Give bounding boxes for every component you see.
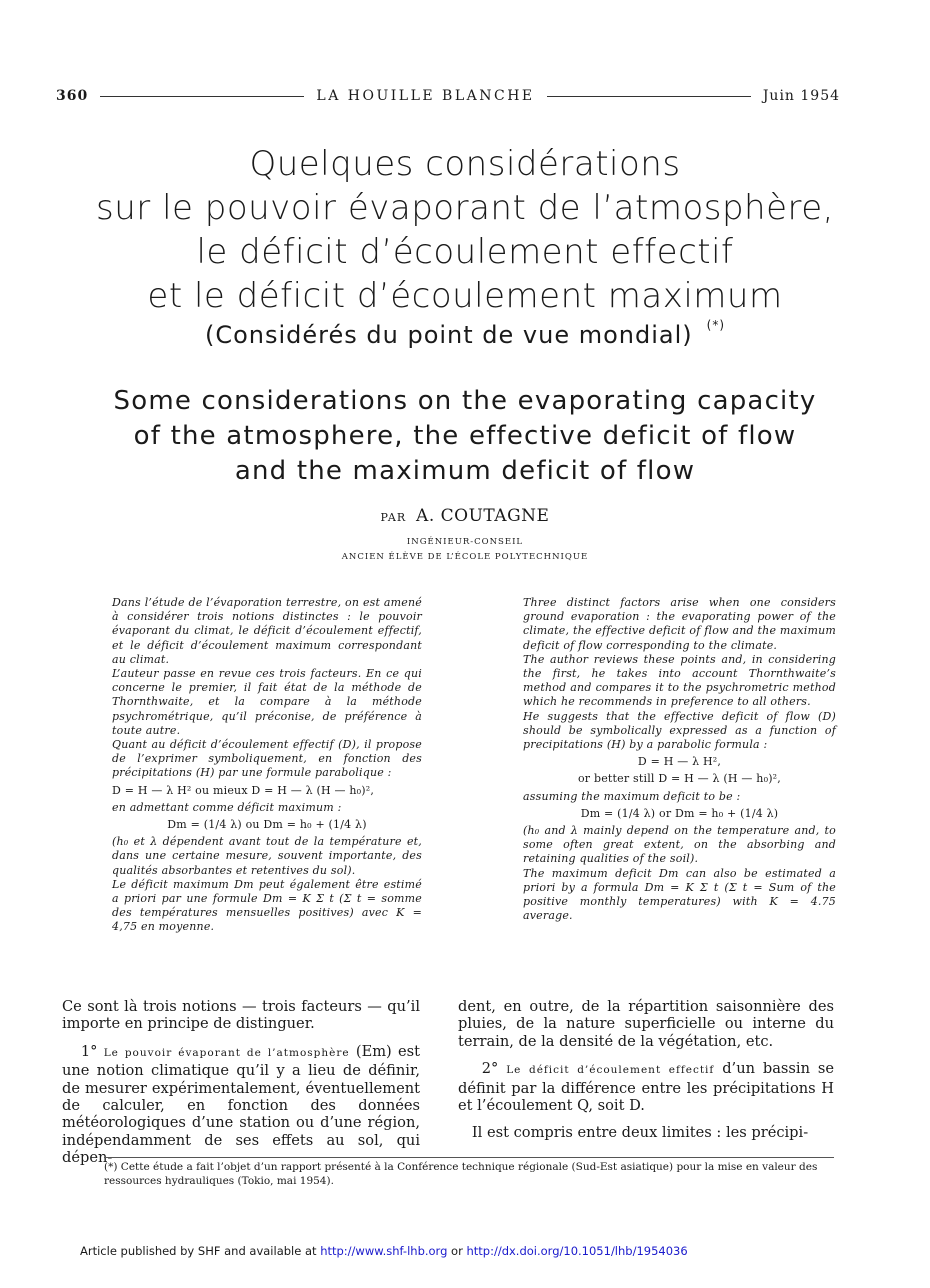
french-title-line: le déficit d’écoulement effectif	[196, 232, 734, 272]
body-paragraph	[62, 1043, 420, 1167]
french-title-line: sur le pouvoir évaporant de l’atmosphère,	[96, 188, 834, 228]
french-title-line: Quelques considérations	[249, 144, 681, 184]
abstract-paragraph: Three distinct factors arise when one considers ground evaporation : the evaporating power of the climate, the effective deficit of flow and the maximum deficit of flow corresponding to the climate.	[523, 596, 836, 652]
abstract-paragraph: The maximum deficit Dm can also be estimated a priori by a formula Dm = K Σ t (Σ t = Sum of the positive monthly temperatures) with K = 4.75 average.	[523, 866, 836, 923]
body-paragraph	[458, 1124, 834, 1141]
french-subtitle	[40, 318, 890, 349]
body-column-left	[62, 998, 420, 1167]
abstract-paragraph: L’auteur passe en revue ces trois facteurs. En ce qui concerne le premier, il fait état de la méthode de Thornthwaite, et la compare à la méthode psychrométrique, qu’il préconise, de préférence à toute autre.	[112, 667, 422, 737]
section-term: Le déficit d’écoulement effectif	[506, 1064, 715, 1077]
author-affiliation: ANCIEN ÉLÈVE DE L’ÉCOLE POLYTECHNIQUE	[341, 552, 589, 562]
issue-date: Juin 1954	[762, 88, 841, 104]
body-paragraph: Ce sont là trois notions — trois facteurs — qu’il importe en principe de distinguer.	[62, 998, 420, 1033]
body-paragraph: dent, en outre, de la répartition saisonnière des pluies, de la nature superficielle ou interne du terrain, de la densité de la végétation, etc.	[458, 998, 834, 1050]
publisher-notice	[80, 1244, 688, 1258]
header-rule-right	[547, 96, 751, 97]
footnote-marker: (*)	[706, 318, 726, 332]
publisher-notice-or: or	[451, 1244, 463, 1258]
abstract-formula: or better still D = H — λ (H — h₀)²,	[577, 772, 781, 786]
abstract-paragraph: (h₀ and λ mainly depend on the temperature and, to some often great extent, on the absorbing and retaining qualities of the soil).	[523, 824, 836, 866]
french-title-line: et le déficit d’écoulement maximum	[147, 276, 783, 316]
doi-link[interactable]: http://dx.doi.org/10.1051/lhb/1954036	[466, 1244, 688, 1258]
author-prefix: PAR	[380, 511, 407, 524]
french-title	[40, 142, 890, 318]
footnote	[104, 1161, 834, 1188]
section-term: Le pouvoir évaporant de l’atmosphère	[103, 1046, 350, 1059]
english-title	[40, 384, 890, 489]
abstract-paragraph: Dans l’étude de l’évaporation terrestre, on est amené à considérer trois notions distinctes : le pouvoir évaporant du climat, le déficit d’écoulement effectif, et le déficit d’écoulement maximum correspondant au climat.	[112, 596, 422, 666]
abstract-english	[523, 596, 836, 923]
french-subtitle-text: (Considérés du point de vue mondial)	[204, 321, 693, 349]
abstract-paragraph: Quant au déficit d’écoulement effectif (D), il propose de l’exprimer symboliquement, en fonction des précipitations (H) par une formule parabolique :	[112, 738, 422, 780]
abstract-paragraph: assuming the maximum deficit to be :	[523, 789, 741, 803]
item-number: 1°	[80, 1042, 98, 1060]
body-column-right	[458, 998, 834, 1142]
publisher-notice-text: Article published by SHF and available at	[80, 1244, 317, 1258]
abstract-formula: Dm = (1/4 λ) or Dm = h₀ + (1/4 λ)	[580, 806, 779, 820]
abstract-paragraph: (h₀ et λ dépendent avant tout de la température et, dans une certaine mesure, souvent importante, des qualités absorbantes et retentives du sol).	[112, 835, 422, 877]
english-title-line: Some considerations on the evaporating capacity	[113, 386, 817, 416]
abstract-paragraph: The author reviews these points and, in considering the first, he takes into account Thornthwaite’s method and compares it to the psychrometric method which he recommends in preference to all others.	[523, 652, 836, 709]
author-line	[0, 506, 930, 526]
page-header	[56, 86, 840, 106]
author-affiliation: INGÉNIEUR-CONSEIL	[406, 537, 524, 547]
body-text: d’un bassin se définit par la différence entre les précipitations H et l’écoulement Q, soit D.	[458, 1060, 835, 1115]
body-paragraph	[458, 1060, 834, 1114]
footnote-rule	[104, 1157, 834, 1158]
body-text: Il est compris entre deux limites : les précipi-	[471, 1124, 809, 1142]
journal-name: LA HOUILLE BLANCHE	[316, 88, 535, 104]
abstract-paragraph: He suggests that the effective deficit of flow (D) should be symbolically expressed as a function of precipitations (H) by a parabolic formula :	[523, 709, 836, 752]
page-number: 360	[56, 88, 89, 104]
header-rule-left	[100, 96, 304, 97]
abstract-paragraph: Le déficit maximum Dm peut également être estimé a priori par une formule Dm = K Σ t (Σ t = somme des températures mensuelles positives) avec K = 4,75 en moyenne.	[112, 877, 422, 934]
journal-site-link[interactable]: http://www.shf-lhb.org	[320, 1244, 448, 1258]
body-text: (Em) est une notion climatique qu’il y a lieu de définir, de mesurer expérimentalement, éventuellement de calculer, en fonction des données météorologiques d’une station ou d’une région, indépendamment de ses effets au sol, qui dépen-	[62, 1042, 421, 1167]
abstract-french	[112, 596, 422, 935]
english-title-line: of the atmosphere, the effective deficit of flow	[133, 421, 797, 451]
english-title-line: and the maximum deficit of flow	[234, 456, 696, 486]
abstract-formula: D = H — λ H²,	[637, 755, 722, 769]
item-number: 2°	[481, 1060, 499, 1078]
footnote-text: (*) Cette étude a fait l’objet d’un rapport présenté à la Conférence technique régionale (Sud-Est asiatique) pour la mise en valeur des ressources hydrauliques (Tokio, mai 1954).	[104, 1161, 818, 1187]
abstract-formula: D = H — λ H² ou mieux D = H — λ (H — h₀)²,	[112, 783, 375, 797]
author-name: A. COUTAGNE	[416, 506, 550, 526]
abstract-formula: Dm = (1/4 λ) ou Dm = h₀ + (1/4 λ)	[167, 818, 367, 832]
abstract-paragraph: en admettant comme déficit maximum :	[112, 800, 342, 814]
